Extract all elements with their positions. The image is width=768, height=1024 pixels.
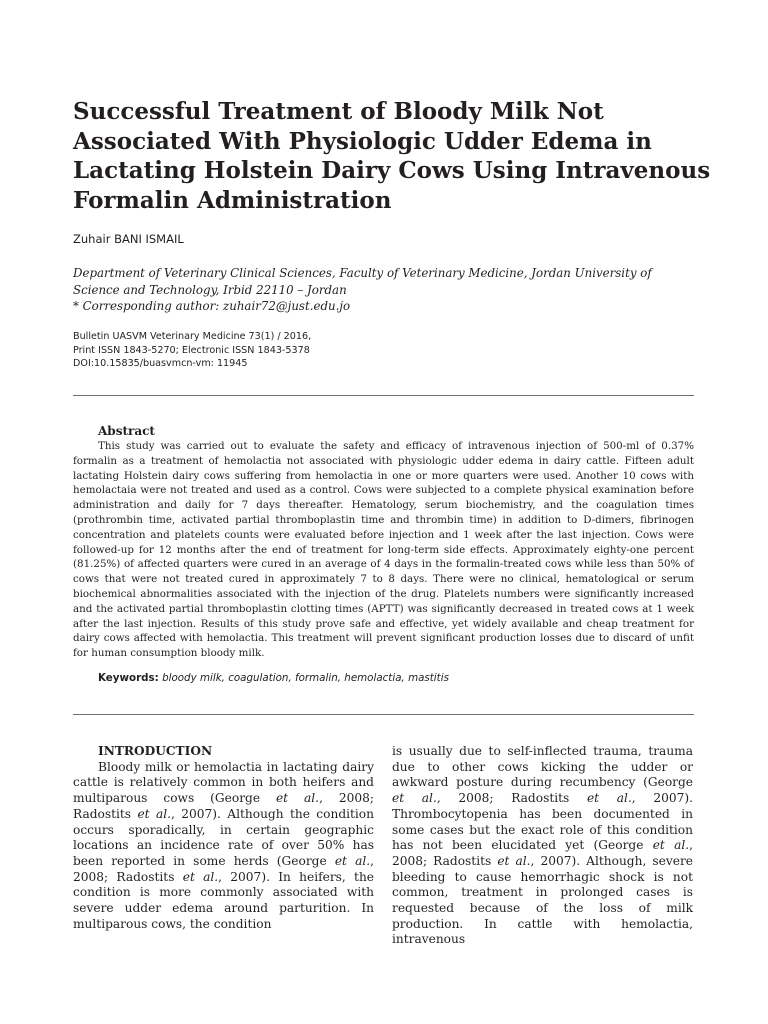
keywords-list: bloody milk, coagulation, formalin, hemolactia, mastitis [162, 672, 449, 684]
bulletin-issn: Print ISSN 1843-5270; Electronic ISSN 1843-5378 [73, 344, 310, 356]
introduction-heading: INTRODUCTION [98, 744, 213, 758]
keywords-line [98, 672, 449, 684]
intro-column-right [392, 744, 693, 948]
divider-bottom [73, 714, 694, 715]
bulletin-journal: Bulletin UASVM Veterinary Medicine 73(1) / 2016, [73, 331, 312, 342]
intro-paragraph-right: is usually due to self-inflected trauma, trauma due to other cows kicking the udder or awkward posture during recumbency (George et al., 2008; Radostits et al., 2007). Thrombocytopenia has been documented in some cases but the exact role of this condition has not been elucidated yet (George et al., 2008; Radostits et al., 2007). Although, severe bleeding to cause hemorrhagic shock is not common, treatment in prolonged cases is requested because of the loss of milk production. In cattle with hemolactia, intravenous [392, 744, 693, 947]
bulletin-doi: DOI:10.15835/buasvmcn-vm: 11945 [73, 358, 248, 369]
affiliation-department: Department of Veterinary Clinical Sciences, Faculty of Veterinary Medicine, Jordan University of Science and Technology, Irbid 22110 – Jordan [73, 266, 652, 297]
affiliation-block [73, 265, 693, 315]
bulletin-info [73, 330, 311, 371]
paper-title: Successful Treatment of Bloody Milk Not Associated With Physiologic Udder Edema in Lactating Holstein Dairy Cows Using Intravenous Formalin Administration [73, 98, 711, 214]
abstract-heading: Abstract [98, 424, 155, 438]
keywords-label: Keywords: [98, 672, 159, 684]
corresponding-author: * Corresponding author: zuhair72@just.edu.jo [73, 299, 351, 313]
author-name: Zuhair BANI ISMAIL [73, 232, 184, 246]
abstract-body: This study was carried out to evaluate the safety and efficacy of intravenous injection of 500-ml of 0.37% formalin as a treatment of hemolactia not associated with physiologic udder edema in dairy cattle. Fifteen adult lactating Holstein dairy cows suffering from hemolactia in one or more quarters were used. Another 10 cows with hemolactaia were not treated and used as a control. Cows were subjected to a complete physical examination before administration and daily for 7 days thereafter. Hematology, serum biochemistry, and the coagulation times (prothrombin time, activated partial thromboplastin time and thrombin time) in addition to D-dimers, fibrinogen concentration and platelets counts were evaluated before injection and 1 week after the last injection. Cows were followed-up for 12 months after the end of treatment for long-term side effects. Approximately eighty-one percent (81.25%) of affected quarters were cured in an average of 4 days in the formalin-treated cows while less than 50% of cows that were not treated cured in approximately 7 to 8 days. There were no clinical, hematological or serum biochemical abnormalities associated with the injection of the drug. Platelets numbers were significantly increased and the activated partial thromboplastin clotting times (APTT) was significantly decreased in treated cows at 1 week after the last injection. Results of this study prove safe and effective, yet widely available and cheap treatment for dairy cows affected with hemolactia. This treatment will prevent significant production losses due to discard of unfit for human consumption bloody milk. [73, 440, 694, 660]
intro-column-left [73, 744, 374, 932]
divider-top [73, 395, 694, 396]
intro-paragraph-left: Bloody milk or hemolactia in lactating dairy cattle is relatively common in both heifers and multiparous cows (George et al., 2008; Radostits et al., 2007). Although the condition occurs sporadically, in certain geographic locations an incidence rate of over 50% has been reported in some herds (George et al., 2008; Radostits et al., 2007). In heifers, the condition is more commonly associated with severe udder edema around parturition. In multiparous cows, the condition [73, 759, 375, 931]
